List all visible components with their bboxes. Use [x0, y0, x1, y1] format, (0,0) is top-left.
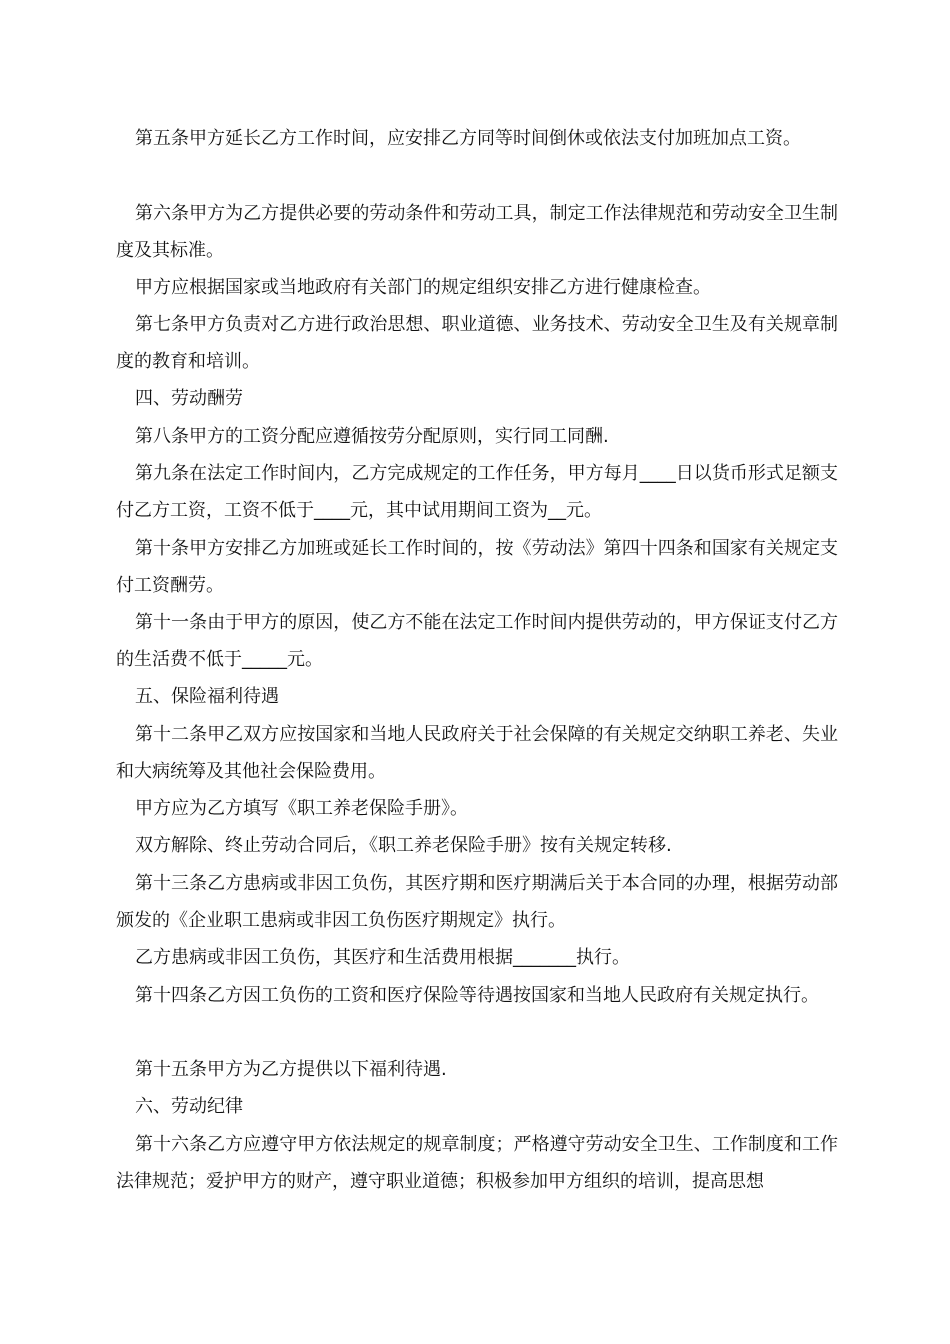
paragraph-article-7: 第七条甲方负责对乙方进行政治思想、职业道德、业务技术、劳动安全卫生及有关规章制度的教育和培训。: [116, 314, 838, 372]
paragraph-article-12: 第十二条甲乙双方应按国家和当地人民政府关于社会保障的有关规定交纳职工养老、失业和大病统筹及其他社会保险费用。: [116, 724, 838, 782]
paragraph-article-16: 第十六条乙方应遵守甲方依法规定的规章制度；严格遵守劳动安全卫生、工作制度和工作法律规范；爱护甲方的财产，遵守职业道德；积极参加甲方组织的培训，提高思想: [116, 1134, 838, 1192]
paragraph-article-8: 第八条甲方的工资分配应遵循按劳分配原则，实行同工同酬.: [135, 426, 609, 447]
paragraph-article-13: 第十三条乙方患病或非因工负伤，其医疗期和医疗期满后关于本合同的办理，根据劳动部颁发的《企业职工患病或非因工负伤医疗期规定》执行。: [116, 873, 838, 931]
paragraph-article-9: 第九条在法定工作时间内，乙方完成规定的工作任务，甲方每月____日以货币形式足额支付乙方工资，工资不低于____元，其中试用期间工资为__元。: [116, 463, 838, 521]
paragraph-article-6: 第六条甲方为乙方提供必要的劳动条件和劳动工具，制定工作法律规范和劳动安全卫生制度及其标准。: [116, 203, 838, 261]
paragraph-manual-transfer: 双方解除、终止劳动合同后，《职工养老保险手册》按有关规定转移.: [135, 835, 672, 856]
paragraph-article-10: 第十条甲方安排乙方加班或延长工作时间的，按《劳动法》第四十四条和国家有关规定支付工资酬劳。: [116, 538, 838, 596]
paragraph-pension-manual: 甲方应为乙方填写《职工养老保险手册》。: [135, 798, 468, 819]
section-heading-remuneration: 四、劳动酬劳: [135, 388, 243, 409]
paragraph-medical-costs: 乙方患病或非因工负伤，其医疗和生活费用根据_______执行。: [135, 947, 630, 968]
section-heading-insurance: 五、保险福利待遇: [135, 686, 279, 707]
section-heading-discipline: 六、劳动纪律: [135, 1096, 243, 1117]
paragraph-health-check: 甲方应根据国家或当地政府有关部门的规定组织安排乙方进行健康检查。: [135, 277, 711, 298]
paragraph-article-5: 第五条甲方延长乙方工作时间，应安排乙方同等时间倒休或依法支付加班加点工资。: [135, 128, 801, 149]
paragraph-article-15: 第十五条甲方为乙方提供以下福利待遇.: [135, 1059, 447, 1080]
paragraph-article-14: 第十四条乙方因工负伤的工资和医疗保险等待遇按国家和当地人民政府有关规定执行。: [135, 985, 819, 1006]
paragraph-article-11: 第十一条由于甲方的原因，使乙方不能在法定工作时间内提供劳动的，甲方保证支付乙方的生活费不低于_____元。: [116, 612, 838, 670]
